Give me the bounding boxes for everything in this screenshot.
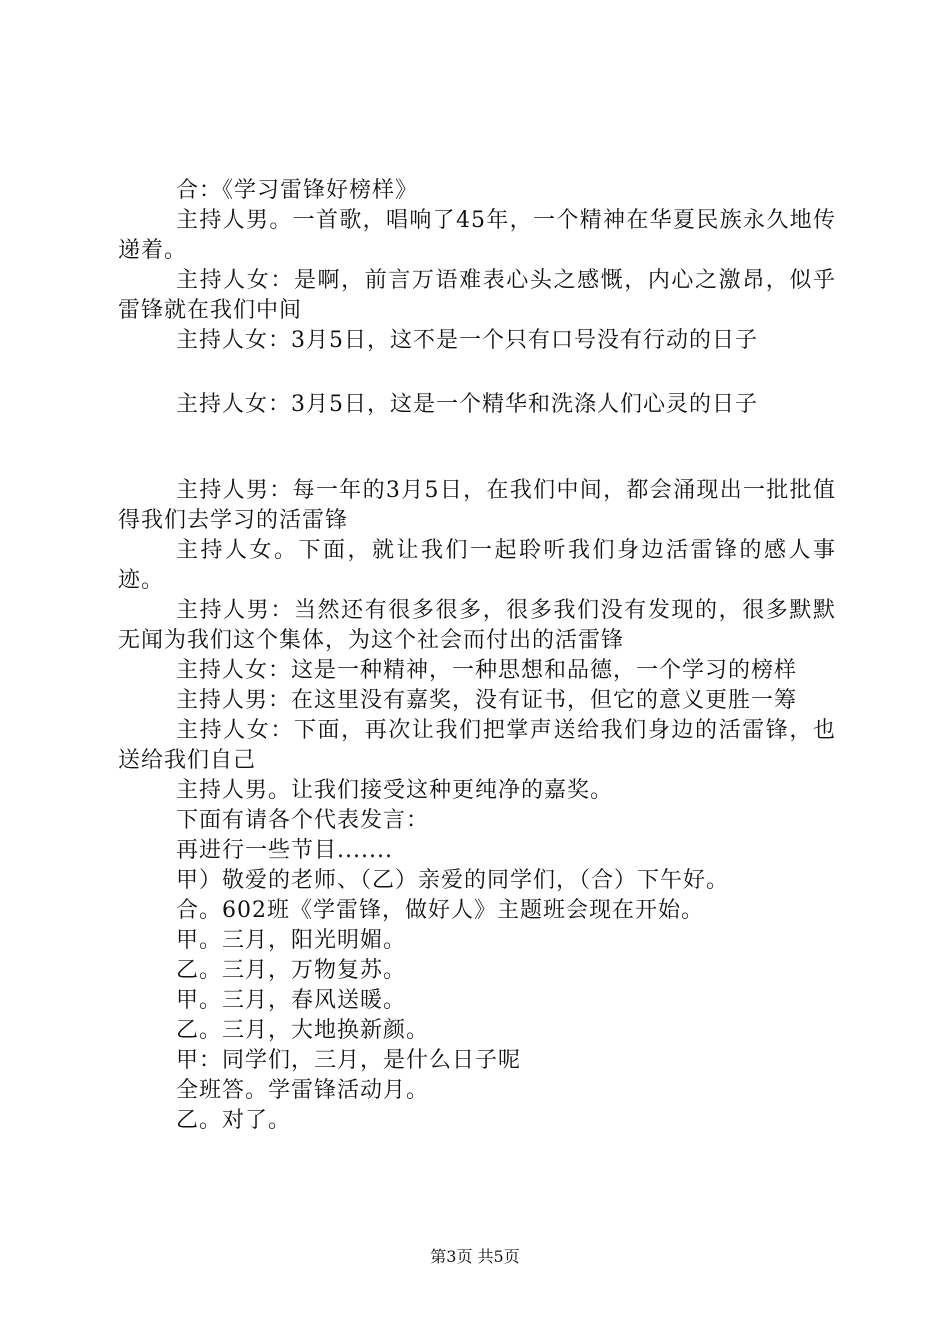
paragraph: 主持人男：当然还有很多很多，很多我们没有发现的，很多默默无闻为我们这个集体，为这个社会而付出的活雷锋 (118, 598, 836, 653)
paragraph: 合。602班《学雷锋，做好人》主题班会现在开始。 (176, 898, 704, 923)
page-number-footer: 第3页 共5页 (430, 1247, 520, 1266)
paragraph: 主持人男。让我们接受这种更纯净的嘉奖。 (176, 778, 614, 803)
paragraph: 主持人女：这是一种精神，一种思想和品德，一个学习的榜样 (176, 658, 798, 683)
paragraph: 乙。对了。 (176, 1108, 292, 1133)
paragraph: 主持人男。一首歌，唱响了45年，一个精神在华夏民族永久地传递着。 (118, 208, 836, 263)
paragraph: 甲）敬爱的老师、（乙）亲爱的同学们，（合）下午好。 (176, 868, 730, 893)
paragraph: 主持人女：是啊，前言万语难表心头之感慨，内心之激昂，似乎雷锋就在我们中间 (118, 268, 836, 323)
paragraph: 主持人女：下面，再次让我们把掌声送给我们身边的活雷锋，也送给我们自己 (118, 718, 836, 773)
paragraph: 主持人男：在这里没有嘉奖，没有证书，但它的意义更胜一筹 (176, 688, 798, 713)
paragraph: 甲。三月，春风送暖。 (176, 988, 407, 1013)
paragraph: 主持人女：3月5日，这是一个精华和洗涤人们心灵的日子 (176, 392, 758, 417)
paragraph: 合：《学习雷锋好榜样》 (176, 178, 419, 203)
paragraph: 再进行一些节目....... (176, 838, 393, 863)
document-body (118, 176, 836, 1136)
paragraph: 下面有请各个代表发言： (176, 808, 430, 833)
paragraph: 乙。三月，大地换新颜。 (176, 1018, 430, 1043)
paragraph: 甲：同学们，三月，是什么日子呢 (176, 1048, 522, 1073)
paragraph: 甲。三月，阳光明媚。 (176, 928, 407, 953)
paragraph: 主持人女：3月5日，这不是一个只有口号没有行动的日子 (176, 328, 758, 353)
paragraph: 主持人女。下面，就让我们一起聆听我们身边活雷锋的感人事迹。 (118, 538, 836, 593)
paragraph: 全班答。学雷锋活动月。 (176, 1078, 430, 1103)
paragraph: 主持人男：每一年的3月5日，在我们中间，都会涌现出一批批值得我们去学习的活雷锋 (118, 478, 836, 533)
paragraph: 乙。三月，万物复苏。 (176, 958, 407, 983)
